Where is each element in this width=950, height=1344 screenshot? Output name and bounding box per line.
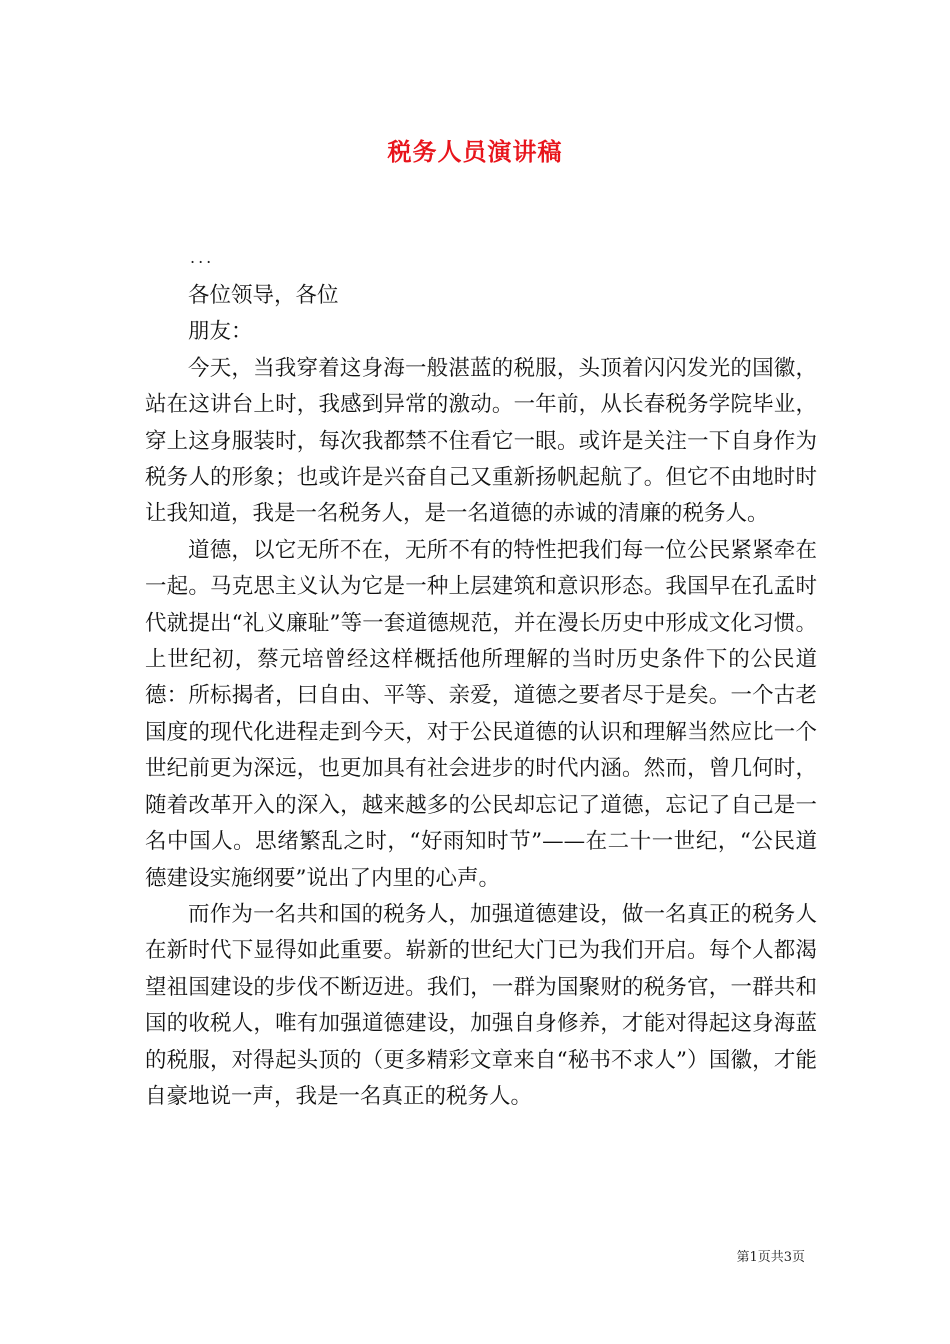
paragraph-salutation-2: 朋友： <box>188 319 253 345</box>
document-title: 税务人员演讲稿 <box>387 137 563 166</box>
paragraph: 道德，以它无所不在，无所不有的特性把我们每一位公民紧紧牵在一起。马克思主义认为它是一种上层建筑和意识形态。我国早在孔孟时代就提出“礼义廉耻”等一套道德规范，并在漫长历史中形成文化习惯。上世纪初，蔡元培曾经这样概括他所理解的当时历史条件下的公民道德：所标揭者，曰自由、平等、亲爱，道德之要者尽于是矣。一个古老国度的现代化进程走到今天，对于公民道德的认识和理解当然应比一个世纪前更为深远，也更加具有社会进步的时代内涵。然而，曾几何时，随着改革开入的深入，越来越多的公民却忘记了道德，忘记了自己是一名中国人。思绪繁乱之时，“好雨知时节”——在二十一世纪，“公民道德建设实施纲要”说出了内里的心声。 <box>145 537 817 891</box>
paragraph: 今天，当我穿着这身海一般湛蓝的税服，头顶着闪闪发光的国徽，站在这讲台上时，我感到异常的激动。一年前，从长春税务学院毕业，穿上这身服装时，每次我都禁不住看它一眼。或许是关注一下自身作为税务人的形象；也或许是兴奋自己又重新扬帆起航了。但它不由地时时让我知道，我是一名税务人，是一名道德的赤诚的清廉的税务人。 <box>145 355 817 527</box>
ellipsis-marker: ... <box>190 248 215 267</box>
page-number: 第1页共3页 <box>736 1250 805 1265</box>
paragraph: 而作为一名共和国的税务人，加强道德建设，做一名真正的税务人在新时代下显得如此重要。崭新的世纪大门已为我们开启。每个人都渴望祖国建设的步伐不断迈进。我们，一群为国聚财的税务官，一群共和国的收税人，唯有加强道德建设，加强自身修养，才能对得起这身海蓝的税服，对得起头顶的（更多精彩文章来自“秘书不求人”）国徽，才能自豪地说一声，我是一名真正的税务人。 <box>145 901 817 1109</box>
document-body <box>145 278 817 1115</box>
paragraph-salutation-1: 各位领导，各位 <box>188 283 339 308</box>
